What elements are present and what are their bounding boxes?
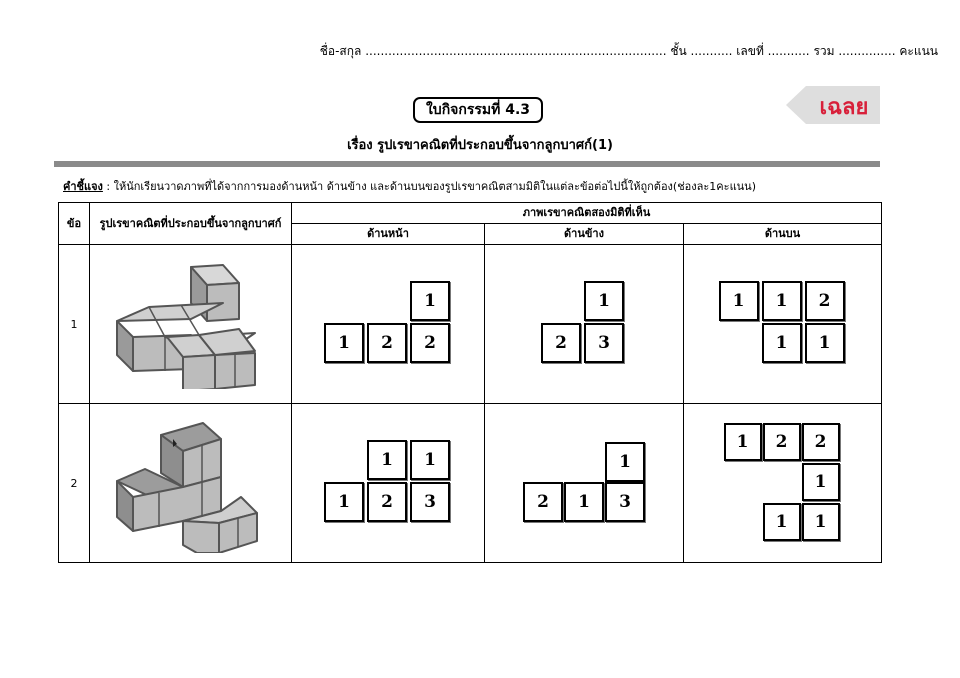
view-square: 2 xyxy=(802,423,840,461)
instruction-label: คำชี้แจง xyxy=(63,180,103,193)
side-view-2 xyxy=(485,404,684,563)
front-view-2 xyxy=(292,404,485,563)
divider-rule xyxy=(54,161,880,167)
row-number: 1 xyxy=(59,245,90,404)
header-solid-figure: รูปเรขาคณิตที่ประกอบขึ้นจากลูกบาศก์ xyxy=(90,203,292,245)
view-square: 1 xyxy=(805,323,845,363)
view-square: 1 xyxy=(584,281,624,321)
top-view-1 xyxy=(684,245,882,404)
row-number: 2 xyxy=(59,404,90,563)
view-square: 3 xyxy=(410,482,450,522)
front-view-grid-1 xyxy=(324,281,452,367)
view-square: 2 xyxy=(805,281,845,321)
worksheet-subtitle: เรื่อง รูปเรขาคณิตที่ประกอบขึ้นจากลูกบาศก์(1) xyxy=(347,138,613,153)
instruction-body: : ให้นักเรียนวาดภาพที่ได้จากการมองด้านหน้า ด้านข้าง และด้านบนของรูปเรขาคณิตสามมิติในแต่ละข้อต่อไปนี้ให้ถูกต้อง(ช่องละ1คะแนน) xyxy=(102,180,756,193)
view-square: 1 xyxy=(410,440,450,480)
top-view-grid-1 xyxy=(719,281,847,367)
side-view-1 xyxy=(485,245,684,404)
front-view-grid-2 xyxy=(324,440,452,526)
side-view-grid-1 xyxy=(541,281,627,367)
view-square: 1 xyxy=(719,281,759,321)
header-2d-views: ภาพเรขาคณิตสองมิติที่เห็น xyxy=(292,203,882,224)
cube-solid-drawing-1 xyxy=(111,259,271,389)
header-top-view: ด้านบน xyxy=(684,224,882,245)
view-square: 2 xyxy=(367,482,407,522)
view-square: 1 xyxy=(802,503,840,541)
table-row xyxy=(59,245,882,404)
view-square: 2 xyxy=(541,323,581,363)
top-view-grid-2 xyxy=(724,423,842,543)
header-no: ข้อ xyxy=(59,203,90,245)
view-square: 1 xyxy=(762,323,802,363)
view-square: 1 xyxy=(763,503,801,541)
worksheet-table xyxy=(58,202,882,563)
view-square: 1 xyxy=(802,463,840,501)
front-view-1 xyxy=(292,245,485,404)
header-front-view: ด้านหน้า xyxy=(292,224,485,245)
view-square: 2 xyxy=(410,323,450,363)
worksheet-title: ใบกิจกรรมที่ 4.3 xyxy=(413,97,543,123)
view-square: 2 xyxy=(523,482,563,522)
view-square: 1 xyxy=(324,482,364,522)
answer-key-label: เฉลย xyxy=(819,94,869,120)
table-row xyxy=(59,404,882,563)
view-square: 3 xyxy=(605,482,645,522)
view-square: 1 xyxy=(762,281,802,321)
view-square: 1 xyxy=(605,442,645,482)
side-view-grid-2 xyxy=(523,442,645,524)
solid-figure-2 xyxy=(90,404,292,563)
view-square: 2 xyxy=(763,423,801,461)
instruction-text xyxy=(63,177,756,195)
top-view-2 xyxy=(684,404,882,563)
student-info-line: ชื่อ-สกุล ............................................................................... ชั้น ........... เลขที่ ........... รวม ............... คะแนน xyxy=(319,44,938,58)
view-square: 1 xyxy=(324,323,364,363)
cube-solid-drawing-2 xyxy=(111,413,271,553)
view-square: 1 xyxy=(564,482,604,522)
answer-key-tag xyxy=(786,86,880,124)
view-square: 1 xyxy=(724,423,762,461)
view-square: 1 xyxy=(410,281,450,321)
view-square: 3 xyxy=(584,323,624,363)
view-square: 2 xyxy=(367,323,407,363)
header-side-view: ด้านข้าง xyxy=(485,224,684,245)
view-square: 1 xyxy=(367,440,407,480)
solid-figure-1 xyxy=(90,245,292,404)
